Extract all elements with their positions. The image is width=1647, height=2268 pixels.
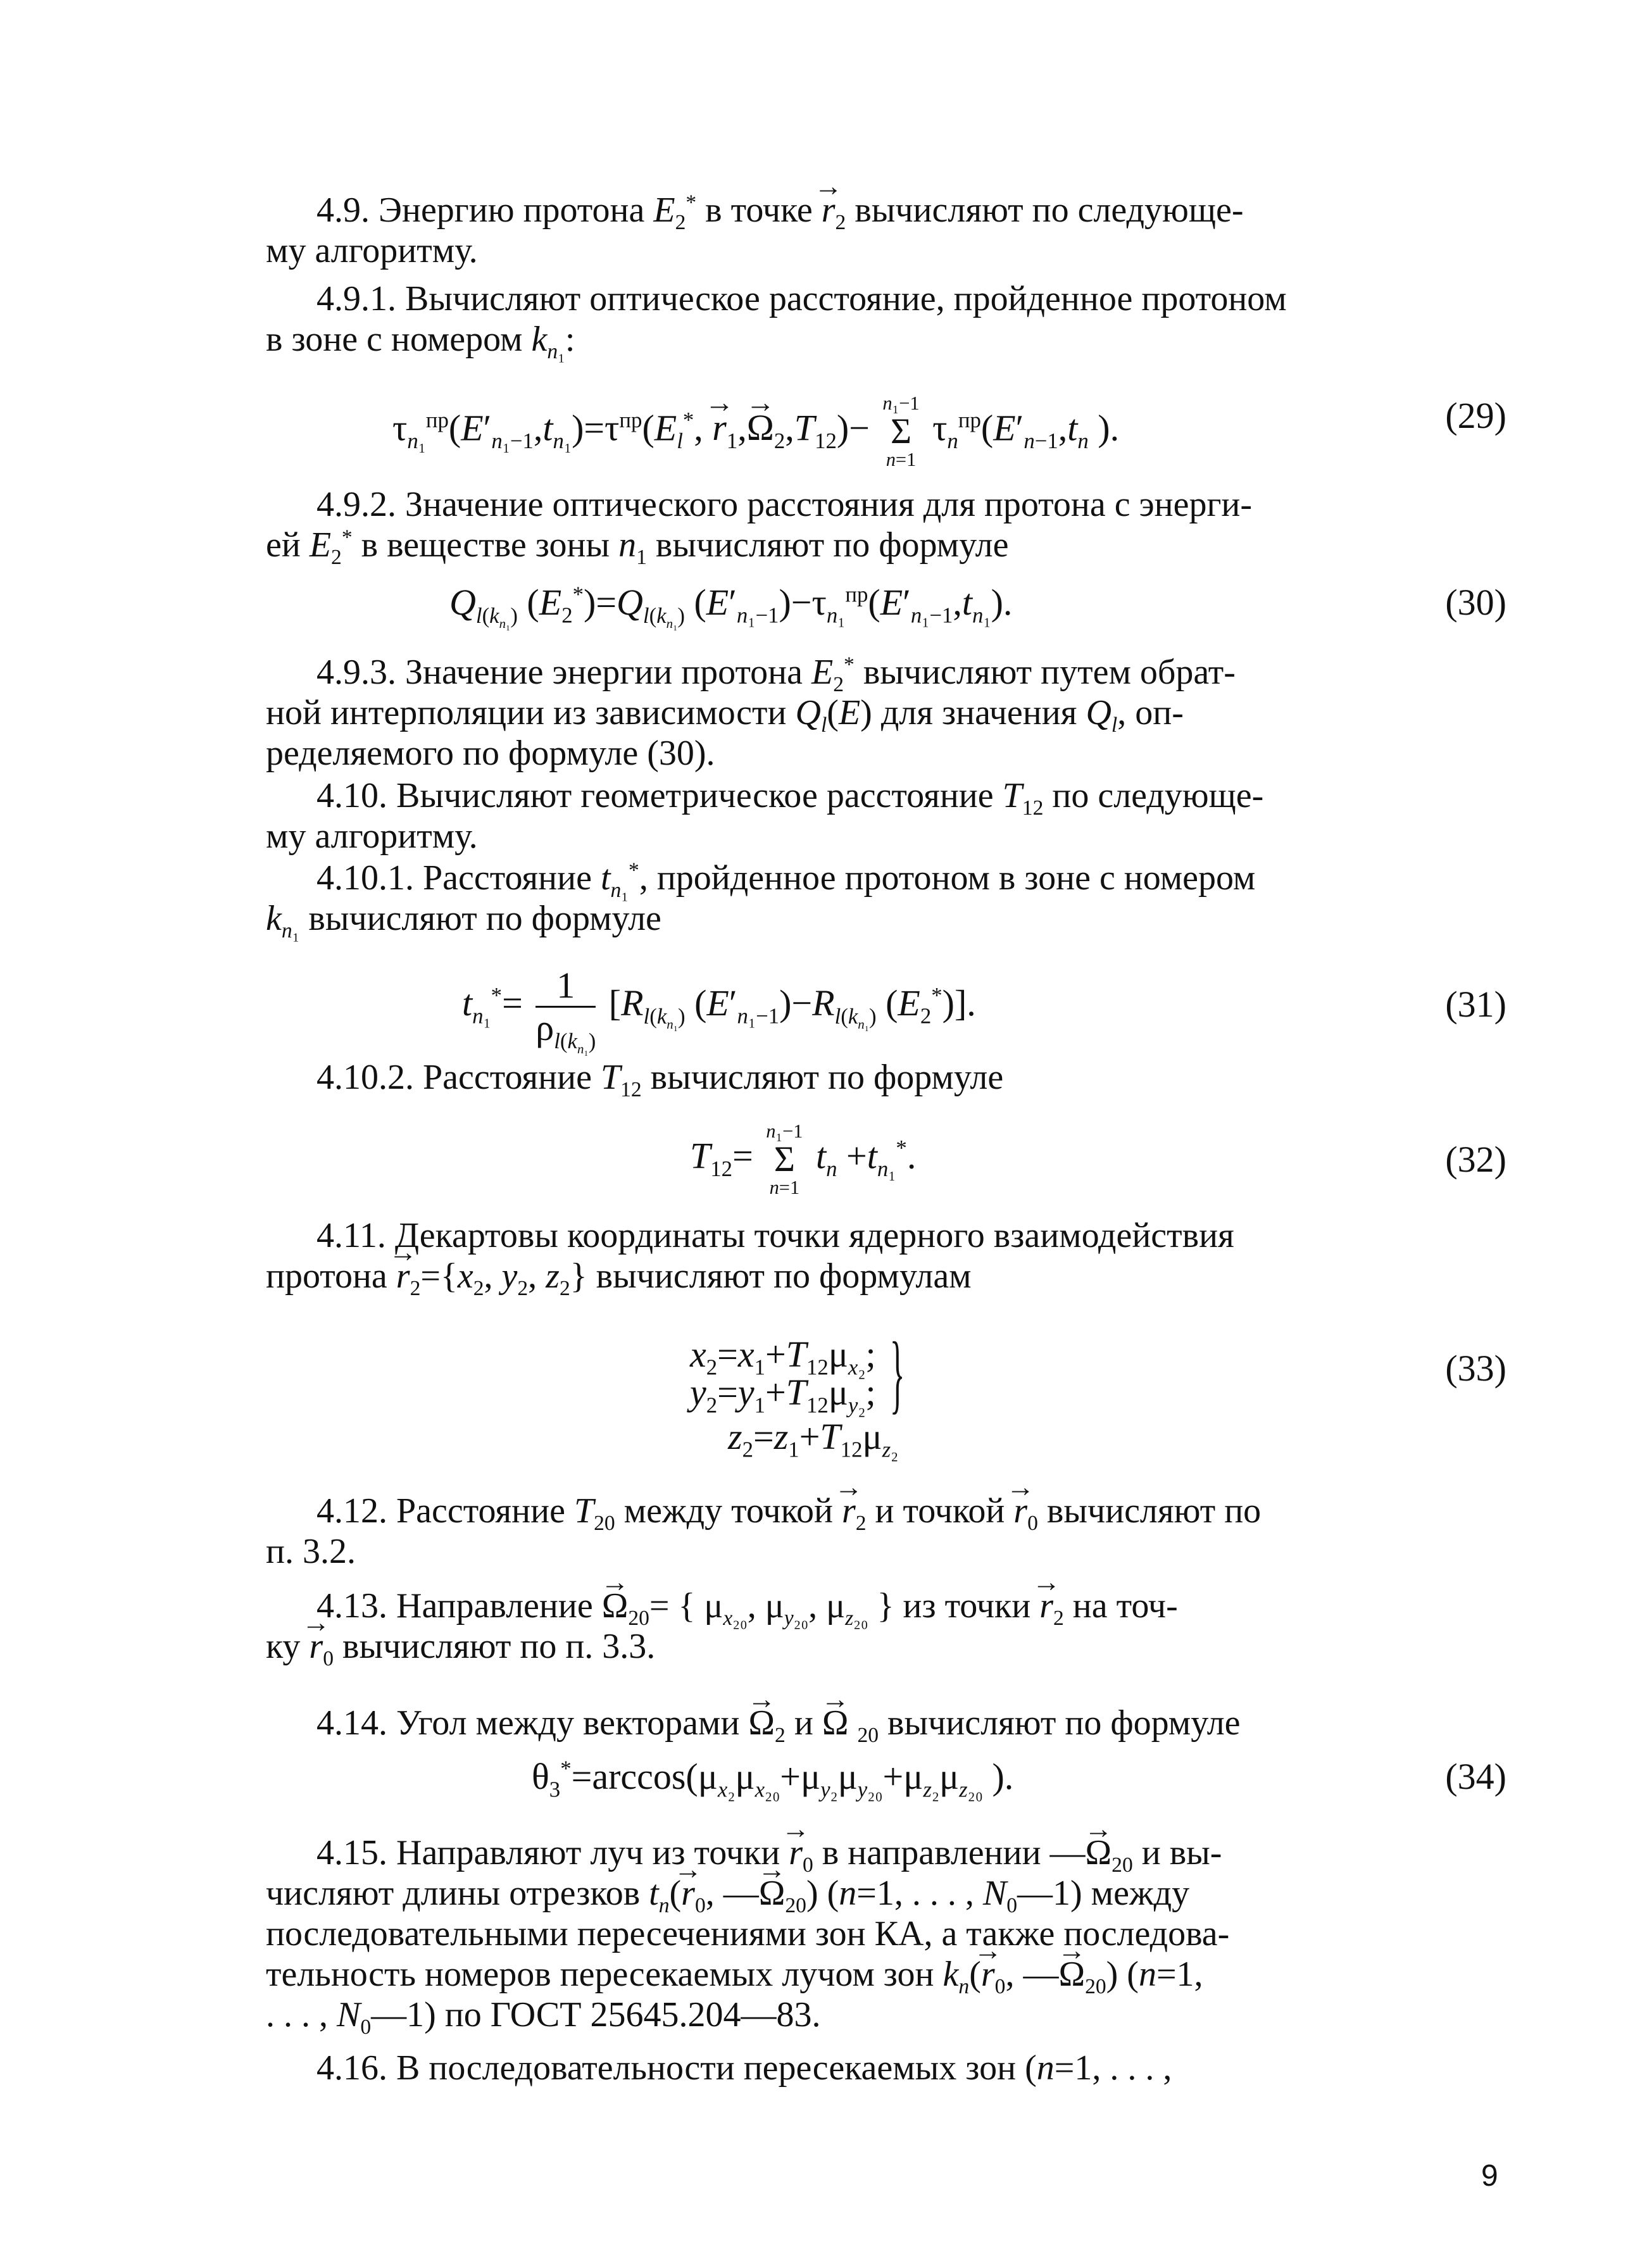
paragraph-4-9-3: 4.9.3. Значение энергии протона $E_2^*$ вычисляют путем обрат- ной интерполяции из зависимости $Q_l(E)$ для значения $Q_l$, оп- ределяемого по формуле (30). bbox=[266, 653, 1236, 773]
paragraph-4-16: 4.16. В последовательности пересекаемых зон (n=1, . . . , bbox=[316, 2048, 1172, 2088]
formula-34: $\theta_3^*=\arccos(\mu_{x_2}\mu_{x_{20}}+\mu_{y_2}\mu_{y_{20}}+\mu_{z_2}\mu_{z_{20}}$ ). bbox=[532, 1756, 1014, 1802]
paragraph-4-10: 4.10. Вычисляют геометрическое расстояние $T_{12}$ по следующе- му алгоритму. bbox=[266, 776, 1264, 856]
page-number: 9 bbox=[1481, 2159, 1498, 2193]
equation-number-34: (34) bbox=[1445, 1756, 1506, 1797]
formula-33: $x_2=x_1+T_{12}\mu_{x_2}$; $y_2=y_1+T_{12}\mu_{y_2}$; } $z_2=z_1+T_{12}\mu_{z_2}$ bbox=[690, 1324, 905, 1462]
paragraph-4-12: 4.12. Расстояние $T_{20}$ между точкой → $r_2$ и точкой → $r_0$ вычисляют по п. 3.2. bbox=[266, 1491, 1506, 1572]
equation-number-31: (31) bbox=[1445, 984, 1506, 1025]
paragraph-4-13: 4.13. Направление → $\Omega_{20}=$ { $\mu_{x_{20}}$, $\mu_{y_{20}}$, $\mu_{z_{20}}$ } из точки → $r_2$ на точ- ку → $r_0$ вычисляют по п. 3.3. bbox=[266, 1586, 1506, 1667]
paragraph-4-10-1: 4.10.1. Расстояние $t_{n_1}^*$, пройденное протоном в зоне с номером $k_{n_1}$ вычисляют по формуле bbox=[266, 858, 1256, 943]
formula-32: $T_{12}=$ n₁−1 Σ n=1 $t_n +t_{n_1}^*$. bbox=[690, 1120, 917, 1199]
equation-number-33: (33) bbox=[1445, 1348, 1506, 1389]
clause-number: 4.9. bbox=[316, 191, 370, 230]
paragraph-4-10-2: 4.10.2. Расстояние $T_{12}$ вычисляют по формуле bbox=[316, 1058, 1004, 1102]
equation-number-30: (30) bbox=[1445, 582, 1506, 623]
paragraph-4-9-2: 4.9.2. Значение оптического расстояния для протона с энерги- ей $E_2^*$ в веществе зоны $n_1$ вычисляют по формуле bbox=[266, 485, 1253, 570]
paragraph-4-15: 4.15. Направляют луч из точки → $r_0$ в направлении —→ $\Omega_{20}$ и вы- числяют длины отрезков $t_n(\to r_0$, —→ $\Omega_{20}$) (n=1, . . . , $N_0—1$) между последовательными пересечениями зон КА, а также последова- тельность номеров пересекаемых лучом зон $k_n(\to r_0$, —→ $\Omega_{20}$) (n=1, . . . , $N_0—1$) по ГОСТ 25645.204—83. bbox=[266, 1833, 1506, 2035]
formula-29: $\tau_{n_1}^{пр}(E'_{n_1-1},t_{n_1})=\tau^{пр}(E_l^*$, → $r_1,\to \Omega_2,T_{12})-$ n₁−1 Σ n=1 $\tau_n^{пр}(E'_{n-1},t_n$ ). bbox=[392, 389, 1119, 474]
paragraph-4-9-1: 4.9.1. Вычисляют оптическое расстояние, пройденное протоном в зоне с номером $k_{n_1}$: bbox=[266, 279, 1287, 364]
paragraph-4-11: 4.11. Декартовы координаты точки ядерного взаимодействия протона → $r_2=\{x_2$, $y_2$, $z_2$} вычисляют по формулам bbox=[266, 1215, 1506, 1296]
paragraph-4-9: 4.9. Энергию протона $E_2^*$ в точке → $r_2$ вычисляют по следующе- му алгоритму. bbox=[266, 190, 1506, 271]
equation-number-29: (29) bbox=[1445, 395, 1506, 436]
equation-number-32: (32) bbox=[1445, 1139, 1506, 1180]
formula-30: $Q_{l(k_{n_1})}$ $(E_2^*)=Q_{l(k_{n_1})}$ $(E'_{n_1-1})-\tau_{n_1}^{пр}(E'_{n_1-1},t_{n_1})$. bbox=[449, 582, 1013, 631]
paragraph-4-14: 4.14. Угол между векторами → $\Omega_2$ и → Ω $_{20}$ вычисляют по формуле bbox=[266, 1703, 1506, 1743]
formula-31: $t_{n_1}^*=$ $\frac{1}{\rho_{l(k_{n_1})}}$ [$R_{l(k_{n_1})}$ $(E'_{n_1-1})-R_{l(k_{n_1})}$ $(E_2^*)$]. bbox=[462, 965, 976, 1056]
